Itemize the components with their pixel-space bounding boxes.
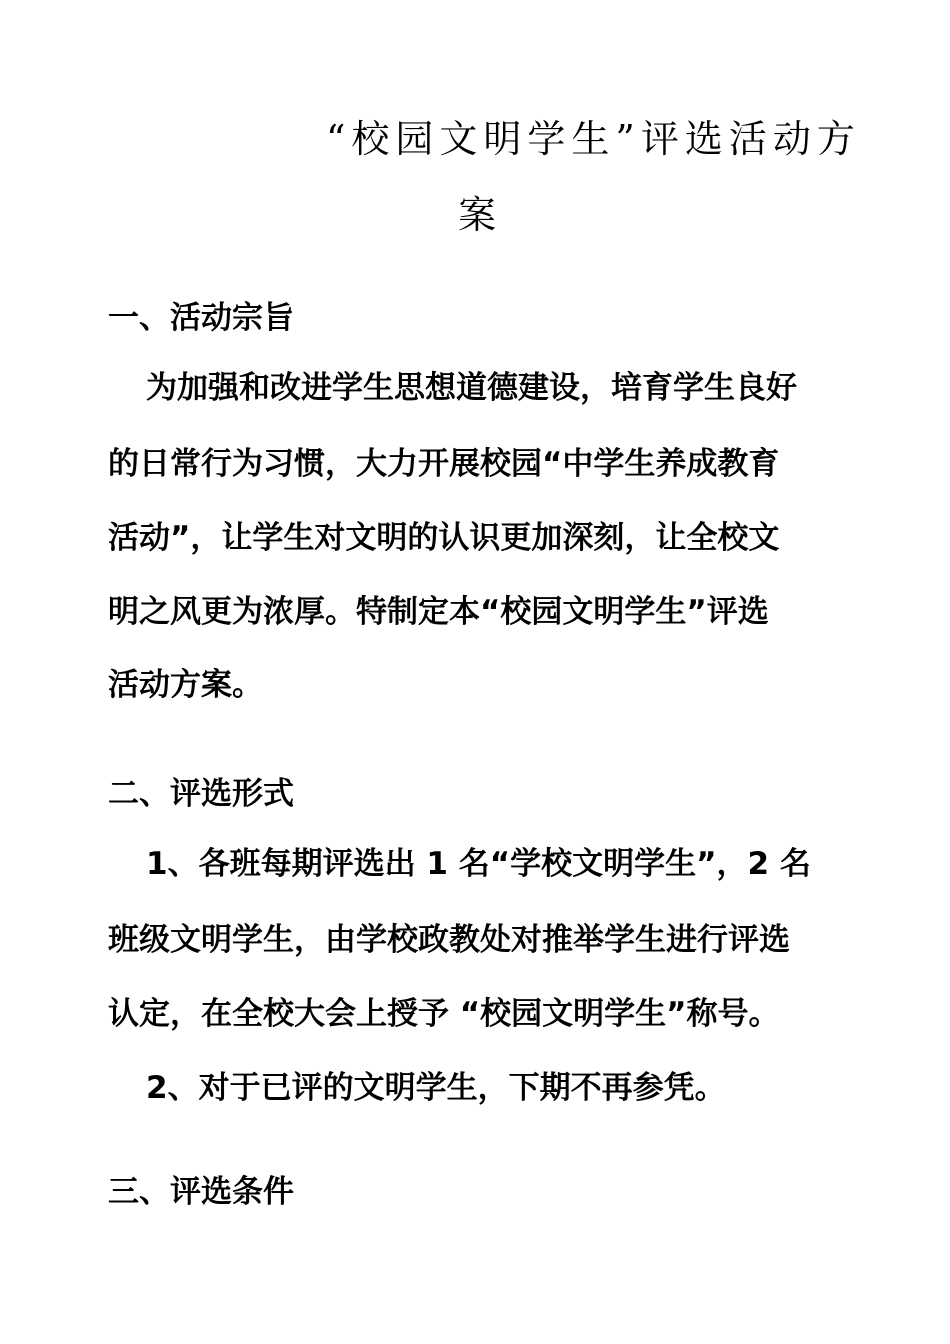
section-1-heading: 一、活动宗旨 — [108, 300, 294, 336]
section-1-paragraph-line: 的日常行为习惯，大力开展校园“中学生养成教育 — [108, 446, 780, 482]
section-2-paragraph-line: 认定，在全校大会上授予 “校园文明学生”称号。 — [108, 996, 780, 1032]
section-1-paragraph-line: 活动方案。 — [108, 667, 263, 703]
section-1-paragraph-line: 明之风更为浓厚。特制定本“校园文明学生”评选 — [108, 594, 769, 630]
document-title-line-2: 案 — [458, 193, 503, 237]
section-2-heading: 二、评选形式 — [108, 776, 294, 812]
section-2-paragraph-line: 2、对于已评的文明学生，下期不再参凭。 — [146, 1070, 726, 1106]
document-title-line-1: “校园文明学生”评选活动方 — [326, 117, 861, 161]
section-3-heading: 三、评选条件 — [108, 1174, 294, 1210]
section-2-paragraph-line: 班级文明学生，由学校政教处对推举学生进行评选 — [108, 922, 790, 958]
section-1-paragraph-line: 活动”，让学生对文明的认识更加深刻，让全校文 — [108, 520, 780, 556]
section-2-paragraph-line: 1、各班每期评选出 1 名“学校文明学生”，2 名 — [146, 846, 811, 882]
section-1-paragraph-line: 为加强和改进学生思想道德建设，培育学生良好 — [146, 370, 797, 406]
